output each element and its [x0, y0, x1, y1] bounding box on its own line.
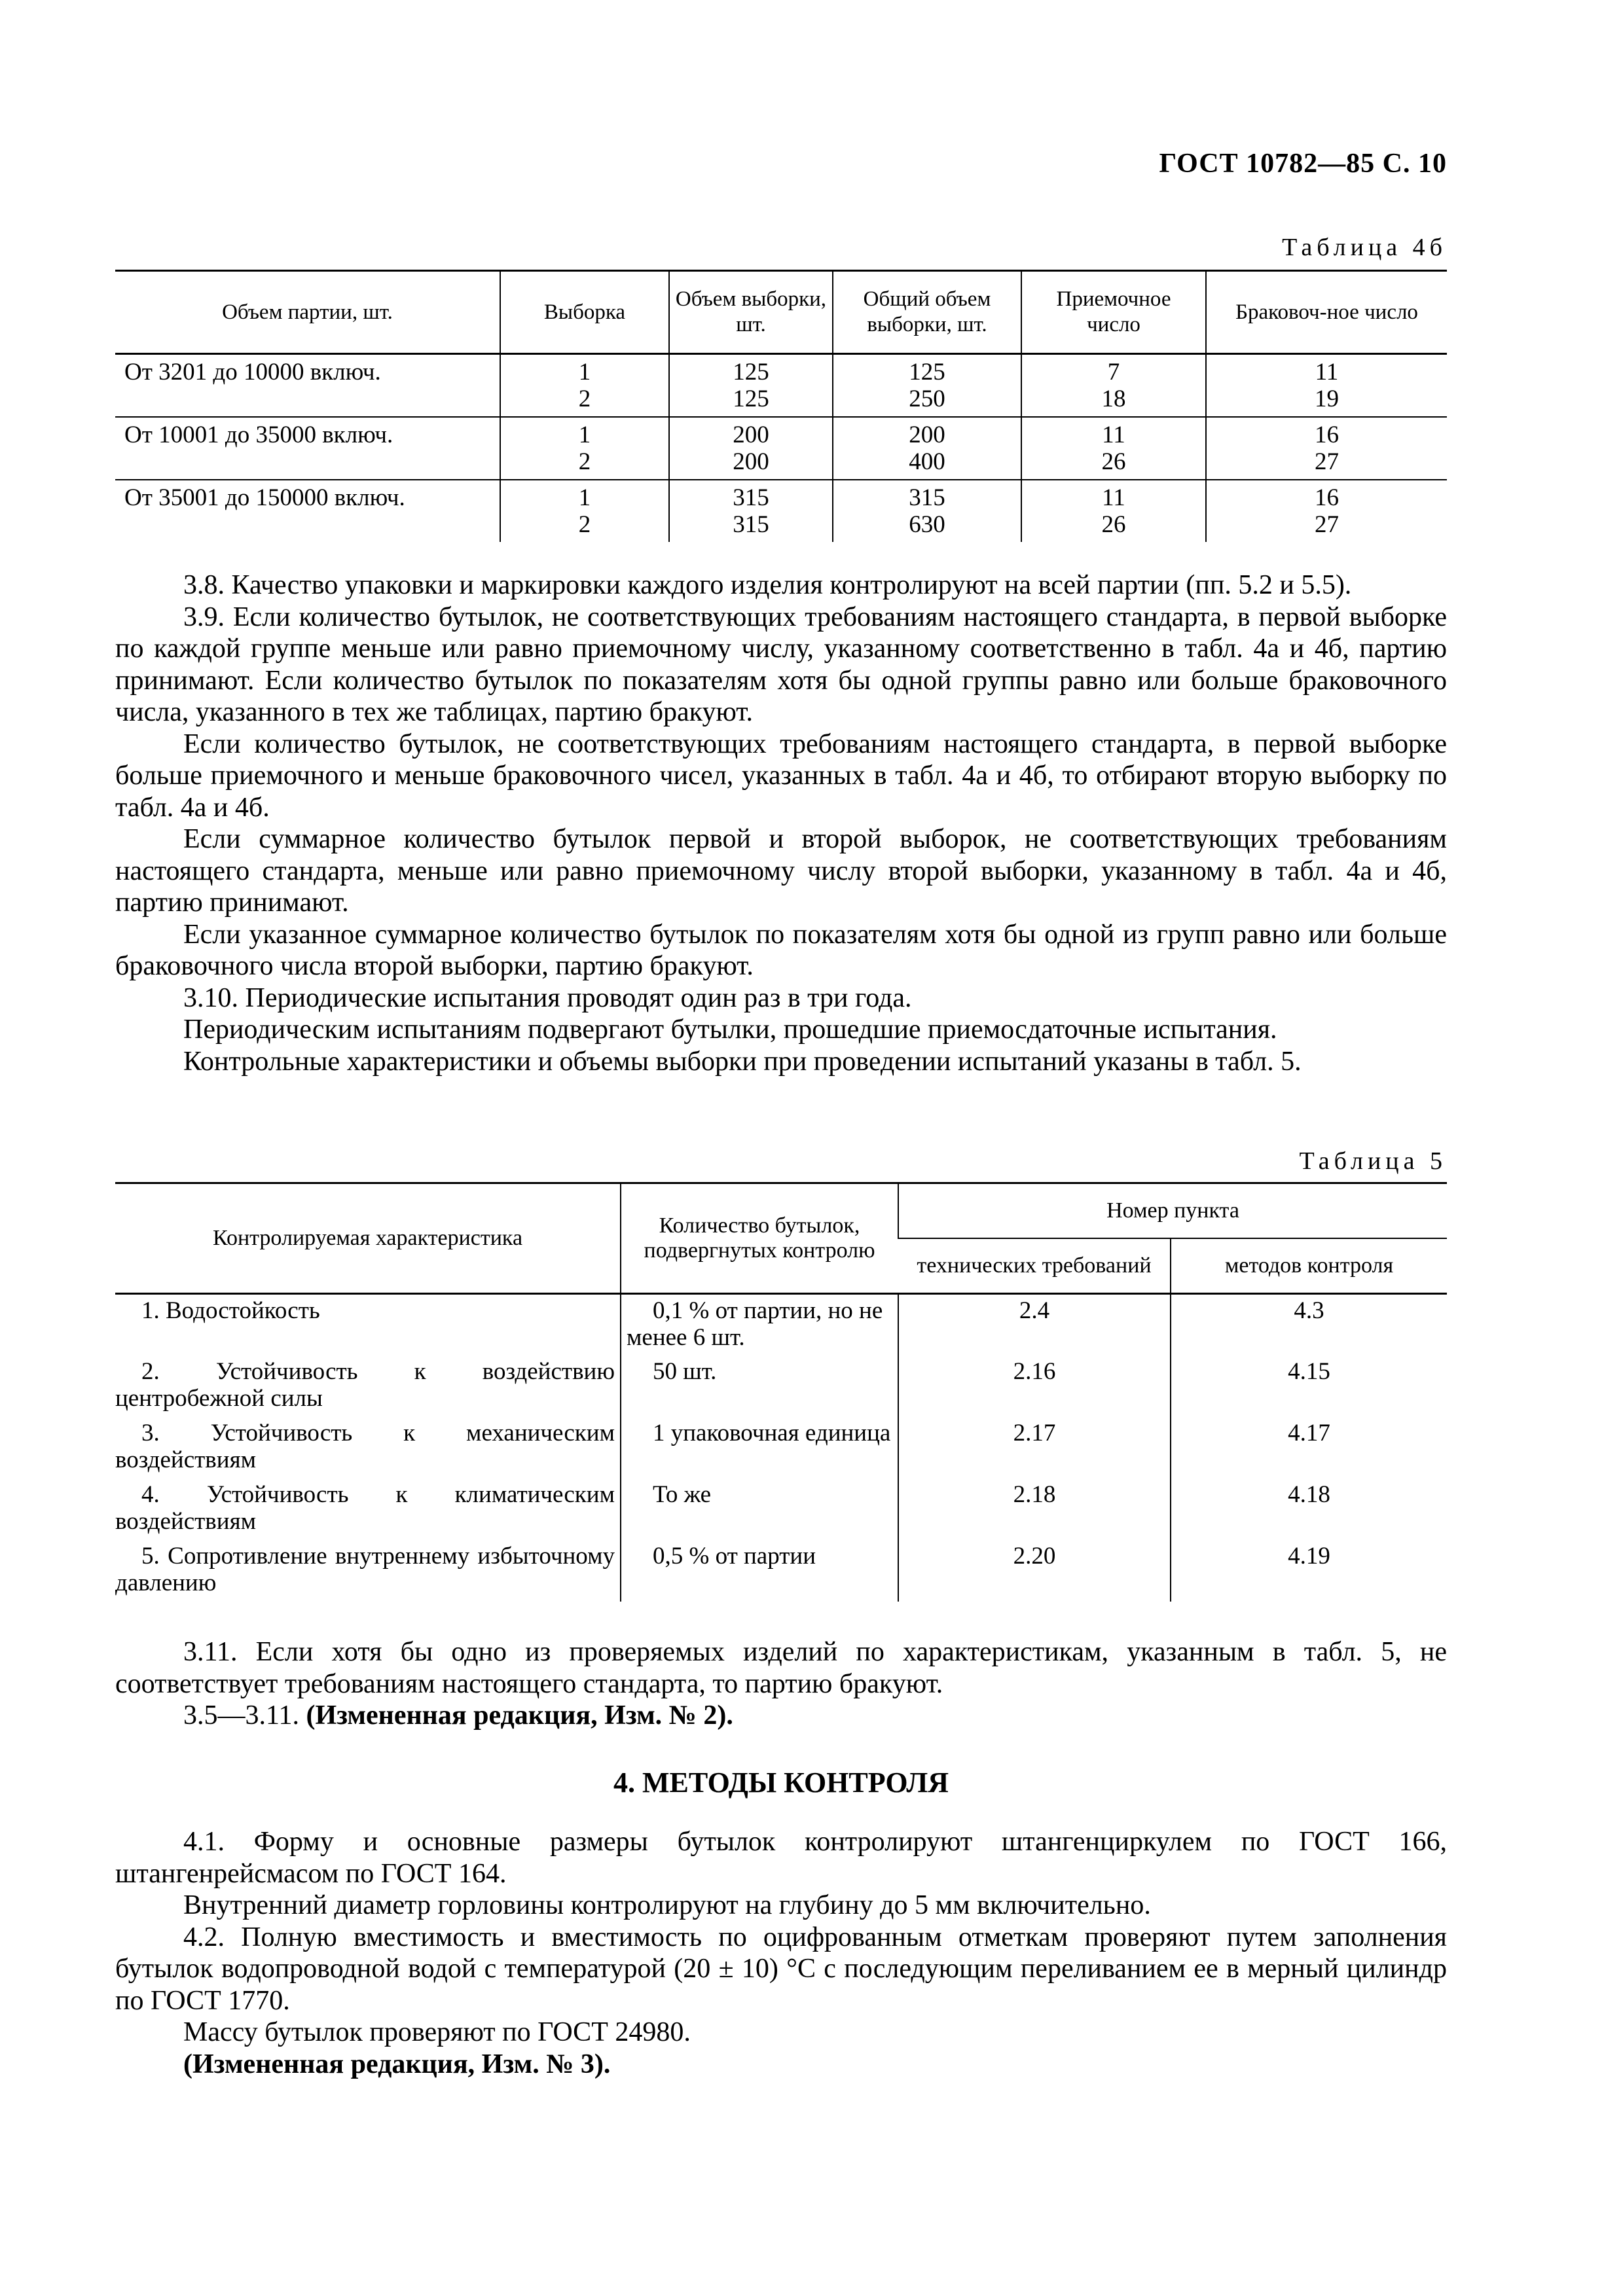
method-cell: 4.18	[1171, 1479, 1447, 1540]
quantity-cell: 1 упаковочная единица	[621, 1417, 898, 1479]
table-4b-header-row	[115, 271, 1447, 354]
characteristic-cell: 4. Устойчивость к климатическим воздействиям	[115, 1480, 615, 1535]
total-cell: 200 400	[833, 417, 1021, 480]
quantity-cell: 50 шт.	[621, 1355, 898, 1417]
method-cell: 4.19	[1171, 1540, 1447, 1602]
table-5-header-row	[115, 1183, 1447, 1239]
clauses-3-8-to-3-10	[115, 569, 1447, 1077]
clause-3-11: 3.11. Если хотя бы одно из проверяемых изделий по характеристикам, указанным в табл. 5, не соответствует требованиям настоящего стандарта, то партию бракуют.	[115, 1637, 1447, 1699]
col-rejection-number: Браковоч-ное число	[1206, 271, 1447, 354]
characteristic-cell: 5. Сопротивление внутреннему избыточному давлению	[115, 1542, 615, 1596]
clause-3-8: 3.8. Качество упаковки и маркировки каждого изделия контролируют на всей партии (пп. 5.2 и 5.5).	[183, 570, 1352, 600]
table-row	[115, 480, 1447, 542]
method-cell: 4.3	[1171, 1294, 1447, 1355]
table-row	[115, 1294, 1447, 1355]
clause-4-1: 4.1. Форму и основные размеры бутылок контролируют штангенциркулем по ГОСТ 166, штангенрейсмасом по ГОСТ 164.	[115, 1827, 1447, 1889]
clause-3-9-reject: Если указанное суммарное количество бутылок по показателям хотя бы одной из групп равно или больше браковочного числа второй выборки, партию бракуют.	[115, 919, 1447, 981]
clause-3-10-ref: Контрольные характеристики и объемы выборки при проведении испытаний указаны в табл. 5.	[183, 1046, 1302, 1077]
section-4-body	[115, 1826, 1447, 2080]
table-row	[115, 1417, 1447, 1479]
lot-range: От 10001 до 35000 включ.	[115, 417, 500, 480]
total-cell: 125 250	[833, 354, 1021, 418]
table-row	[115, 1355, 1447, 1417]
col-sample-size: Объем выборки, шт.	[669, 271, 833, 354]
reject-cell: 11 19	[1206, 354, 1447, 418]
col-characteristic: Контролируемая характеристика	[115, 1183, 621, 1294]
lot-range: От 3201 до 10000 включ.	[124, 359, 381, 386]
lot-range: От 35001 до 150000 включ.	[115, 480, 500, 542]
col-quantity: Количество бутылок, подвергнутых контролю	[621, 1183, 898, 1294]
method-cell: 4.17	[1171, 1417, 1447, 1479]
tech-req-cell: 2.18	[898, 1479, 1171, 1540]
method-cell: 4.15	[1171, 1355, 1447, 1417]
clause-3-9-second-sample: Если количество бутылок, не соответствующих требованиям настоящего стандарта, в первой выборке больше приемочного и меньше браковочного чисел, указанных в табл. 4а и 4б, то отбирают вторую выборку по табл. 4а и 4б.	[115, 728, 1447, 823]
clause-4-1-neck: Внутренний диаметр горловины контролируют на глубину до 5 мм включительно.	[183, 1890, 1151, 1920]
amendment-note-3: (Измененная редакция, Изм. № 3).	[183, 2049, 611, 2079]
table-row	[115, 417, 1447, 480]
table-5	[115, 1182, 1447, 1602]
section-4-title: 4. МЕТОДЫ КОНТРОЛЯ	[613, 1767, 949, 1799]
table-4b	[115, 270, 1447, 542]
table-row	[115, 354, 1447, 418]
clause-3-10: 3.10. Периодические испытания проводят один раз в три года.	[183, 982, 912, 1013]
accept-cell: 7 18	[1021, 354, 1206, 418]
clause-3-9: 3.9. Если количество бутылок, не соответствующих требованиям настоящего стандарта, в первой выборке по каждой группе меньше или равно приемочному числу, указанному соответственно в табл. 4а и 4б, партию принимают. Если количество бутылок по показателям хотя бы одной группы равно или больше браковочного числа, указанного в тех же таблицах, партию бракуют.	[115, 601, 1447, 727]
table-5-caption: Таблица 5	[1299, 1147, 1447, 1175]
tech-req-cell: 2.4	[898, 1294, 1171, 1355]
total-cell: 315 630	[833, 480, 1021, 542]
clause-3-11-block	[115, 1636, 1447, 1732]
reject-cell: 16 27	[1206, 480, 1447, 542]
reject-cell: 16 27	[1206, 417, 1447, 480]
col-test-methods: методов контроля	[1171, 1238, 1447, 1294]
size-cell: 125 125	[669, 354, 833, 418]
amendment-note-2: 3.5—3.11. (Измененная редакция, Изм. № 2).	[183, 1700, 733, 1731]
tech-req-cell: 2.17	[898, 1417, 1171, 1479]
col-item-number: Номер пункта	[898, 1183, 1447, 1239]
clause-3-10-subject: Периодическим испытаниям подвергают бутылки, прошедшие приемосдаточные испытания.	[183, 1014, 1277, 1045]
characteristic-cell: 3. Устойчивость к механическим воздействиям	[115, 1419, 615, 1473]
size-cell: 315 315	[669, 480, 833, 542]
clause-3-9-accept: Если суммарное количество бутылок первой и второй выборок, не соответствующих требованиям настоящего стандарта, меньше или равно приемочному числу второй выборки, указанному в табл. 4а и 4б, партию принимают.	[115, 824, 1447, 918]
accept-cell: 11 26	[1021, 480, 1206, 542]
characteristic-cell: 2. Устойчивость к воздействию центробежной силы	[115, 1357, 615, 1412]
table-4b-caption: Таблица 4б	[1282, 234, 1447, 261]
tech-req-cell: 2.20	[898, 1540, 1171, 1602]
quantity-cell: 0,5 % от партии	[621, 1540, 898, 1602]
size-cell: 200 200	[669, 417, 833, 480]
accept-cell: 11 26	[1021, 417, 1206, 480]
characteristic-cell: 1. Водостойкость	[141, 1297, 320, 1324]
quantity-cell: 0,1 % от партии, но не менее 6 шт.	[621, 1294, 898, 1355]
clause-4-2-mass: Массу бутылок проверяют по ГОСТ 24980.	[183, 2017, 691, 2047]
col-sample: Выборка	[500, 271, 669, 354]
sample-cell: 1 2	[500, 354, 669, 418]
table-row	[115, 1479, 1447, 1540]
col-acceptance-number: Приемочное число	[1021, 271, 1206, 354]
table-row	[115, 1540, 1447, 1602]
page-header: ГОСТ 10782—85 С. 10	[1159, 149, 1447, 179]
sample-cell: 1 2	[500, 417, 669, 480]
col-tech-requirements: технических требований	[898, 1238, 1171, 1294]
quantity-cell: То же	[621, 1479, 898, 1540]
col-lot-size: Объем партии, шт.	[115, 271, 500, 354]
sample-cell: 1 2	[500, 480, 669, 542]
clause-4-2: 4.2. Полную вместимость и вместимость по оцифрованным отметкам проверяют путем заполнения бутылок водопроводной водой с температурой (20 ± 10) °С с последующим переливанием ее в мерный цилиндр по ГОСТ 1770.	[115, 1922, 1447, 2016]
col-total-sample-size: Общий объем выборки, шт.	[833, 271, 1021, 354]
tech-req-cell: 2.16	[898, 1355, 1171, 1417]
